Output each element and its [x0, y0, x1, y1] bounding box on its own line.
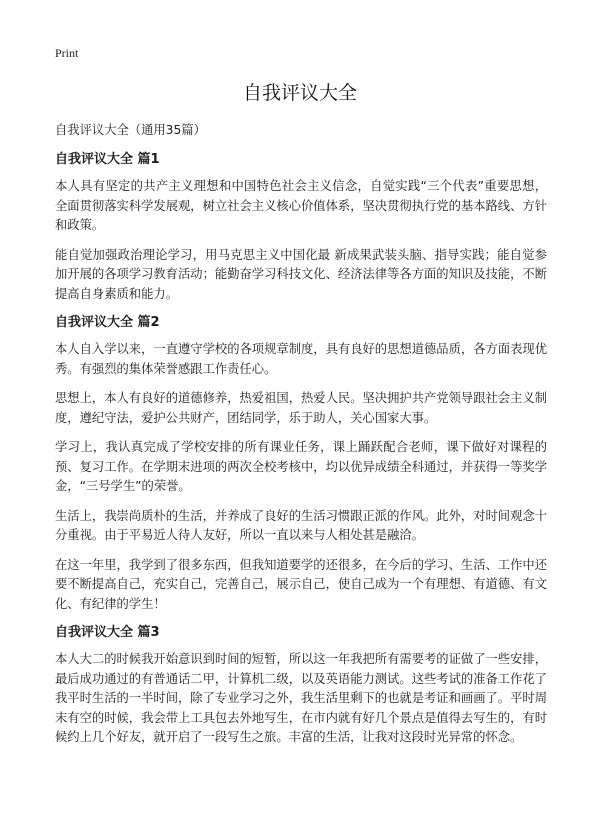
section-1 [55, 151, 547, 304]
section-heading: 自我评议大全 篇2 [55, 315, 160, 330]
document-body [55, 122, 547, 758]
print-link[interactable]: Print [55, 46, 79, 60]
section-heading: 自我评议大全 篇1 [55, 152, 160, 167]
paragraph: 本人自入学以来，一直遵守学校的各项规章制度，具有良好的思想道德品质，各方面表现优秀。有强烈的集体荣誉感跟工作责任心。 [55, 342, 547, 376]
section-heading: 自我评议大全 篇3 [55, 625, 160, 640]
paragraph: 思想上，本人有良好的道德修养，热爱祖国，热爱人民。坚决拥护共产党领导跟社会主义制度，遵纪守法，爱护公共财产，团结同学，乐于助人，关心国家大事。 [55, 391, 547, 425]
paragraph: 本人大二的时候我开始意识到时间的短暂，所以这一年我把所有需要考的证做了一些安排，最后成功通过的有普通话二甲，计算机二级，以及英语能力测试。这些考试的准备工作花了我平时生活的一半时间，除了专业学习之外，我生活里剩下的也就是考证和画画了。平时周末有空的时候，我会带上工具包去外地写生，在市内就有好几个景点是值得去写生的，有时候约上几个好友，就开启了一段写生之旅。丰富的生活，让我对这段时光异常的怀念。 [55, 652, 547, 744]
paragraph: 本人具有坚定的共产主义理想和中国特色社会主义信念，自觉实践“三个代表”重要思想，全面贯彻落实科学发展观，树立社会主义核心价值体系，坚决贯彻执行党的基本路线、方针和政策。 [55, 179, 547, 232]
section-3 [55, 624, 547, 748]
section-2 [55, 314, 547, 614]
paragraph: 生活上，我崇尚质朴的生活，并养成了良好的生活习惯跟正派的作风。此外，对时间观念十分重视。由于平易近人待人友好，所以一直以来与人相处甚是融洽。 [55, 508, 547, 542]
document-subtitle: 自我评议大全（通用35篇） [55, 123, 206, 137]
paragraph: 在这一年里，我学到了很多东西，但我知道要学的还很多，在今后的学习、生活、工作中还要不断提高自己，充实自己，完善自己，展示自己，使自己成为一个有理想、有道德、有文化、有纪律的学生！ [55, 557, 547, 611]
page-title: 自我评议大全 [242, 82, 357, 104]
paragraph: 能自觉加强政治理论学习，用马克思主义中国化最 新成果武装头脑、指导实践；能自觉参加开展的各项学习教育活动；能勤奋学习科技文化、经济法律等各方面的知识及技能，不断提高自身素质和能力。 [55, 247, 547, 301]
paragraph: 学习上，我认真完成了学校安排的所有课业任务，课上踊跃配合老师，课下做好对课程的预、复习工作。在学期末进项的两次全校考核中，均以优异成绩全科通过，并获得一等奖学金，“三号学生”的荣誉。 [55, 440, 547, 493]
